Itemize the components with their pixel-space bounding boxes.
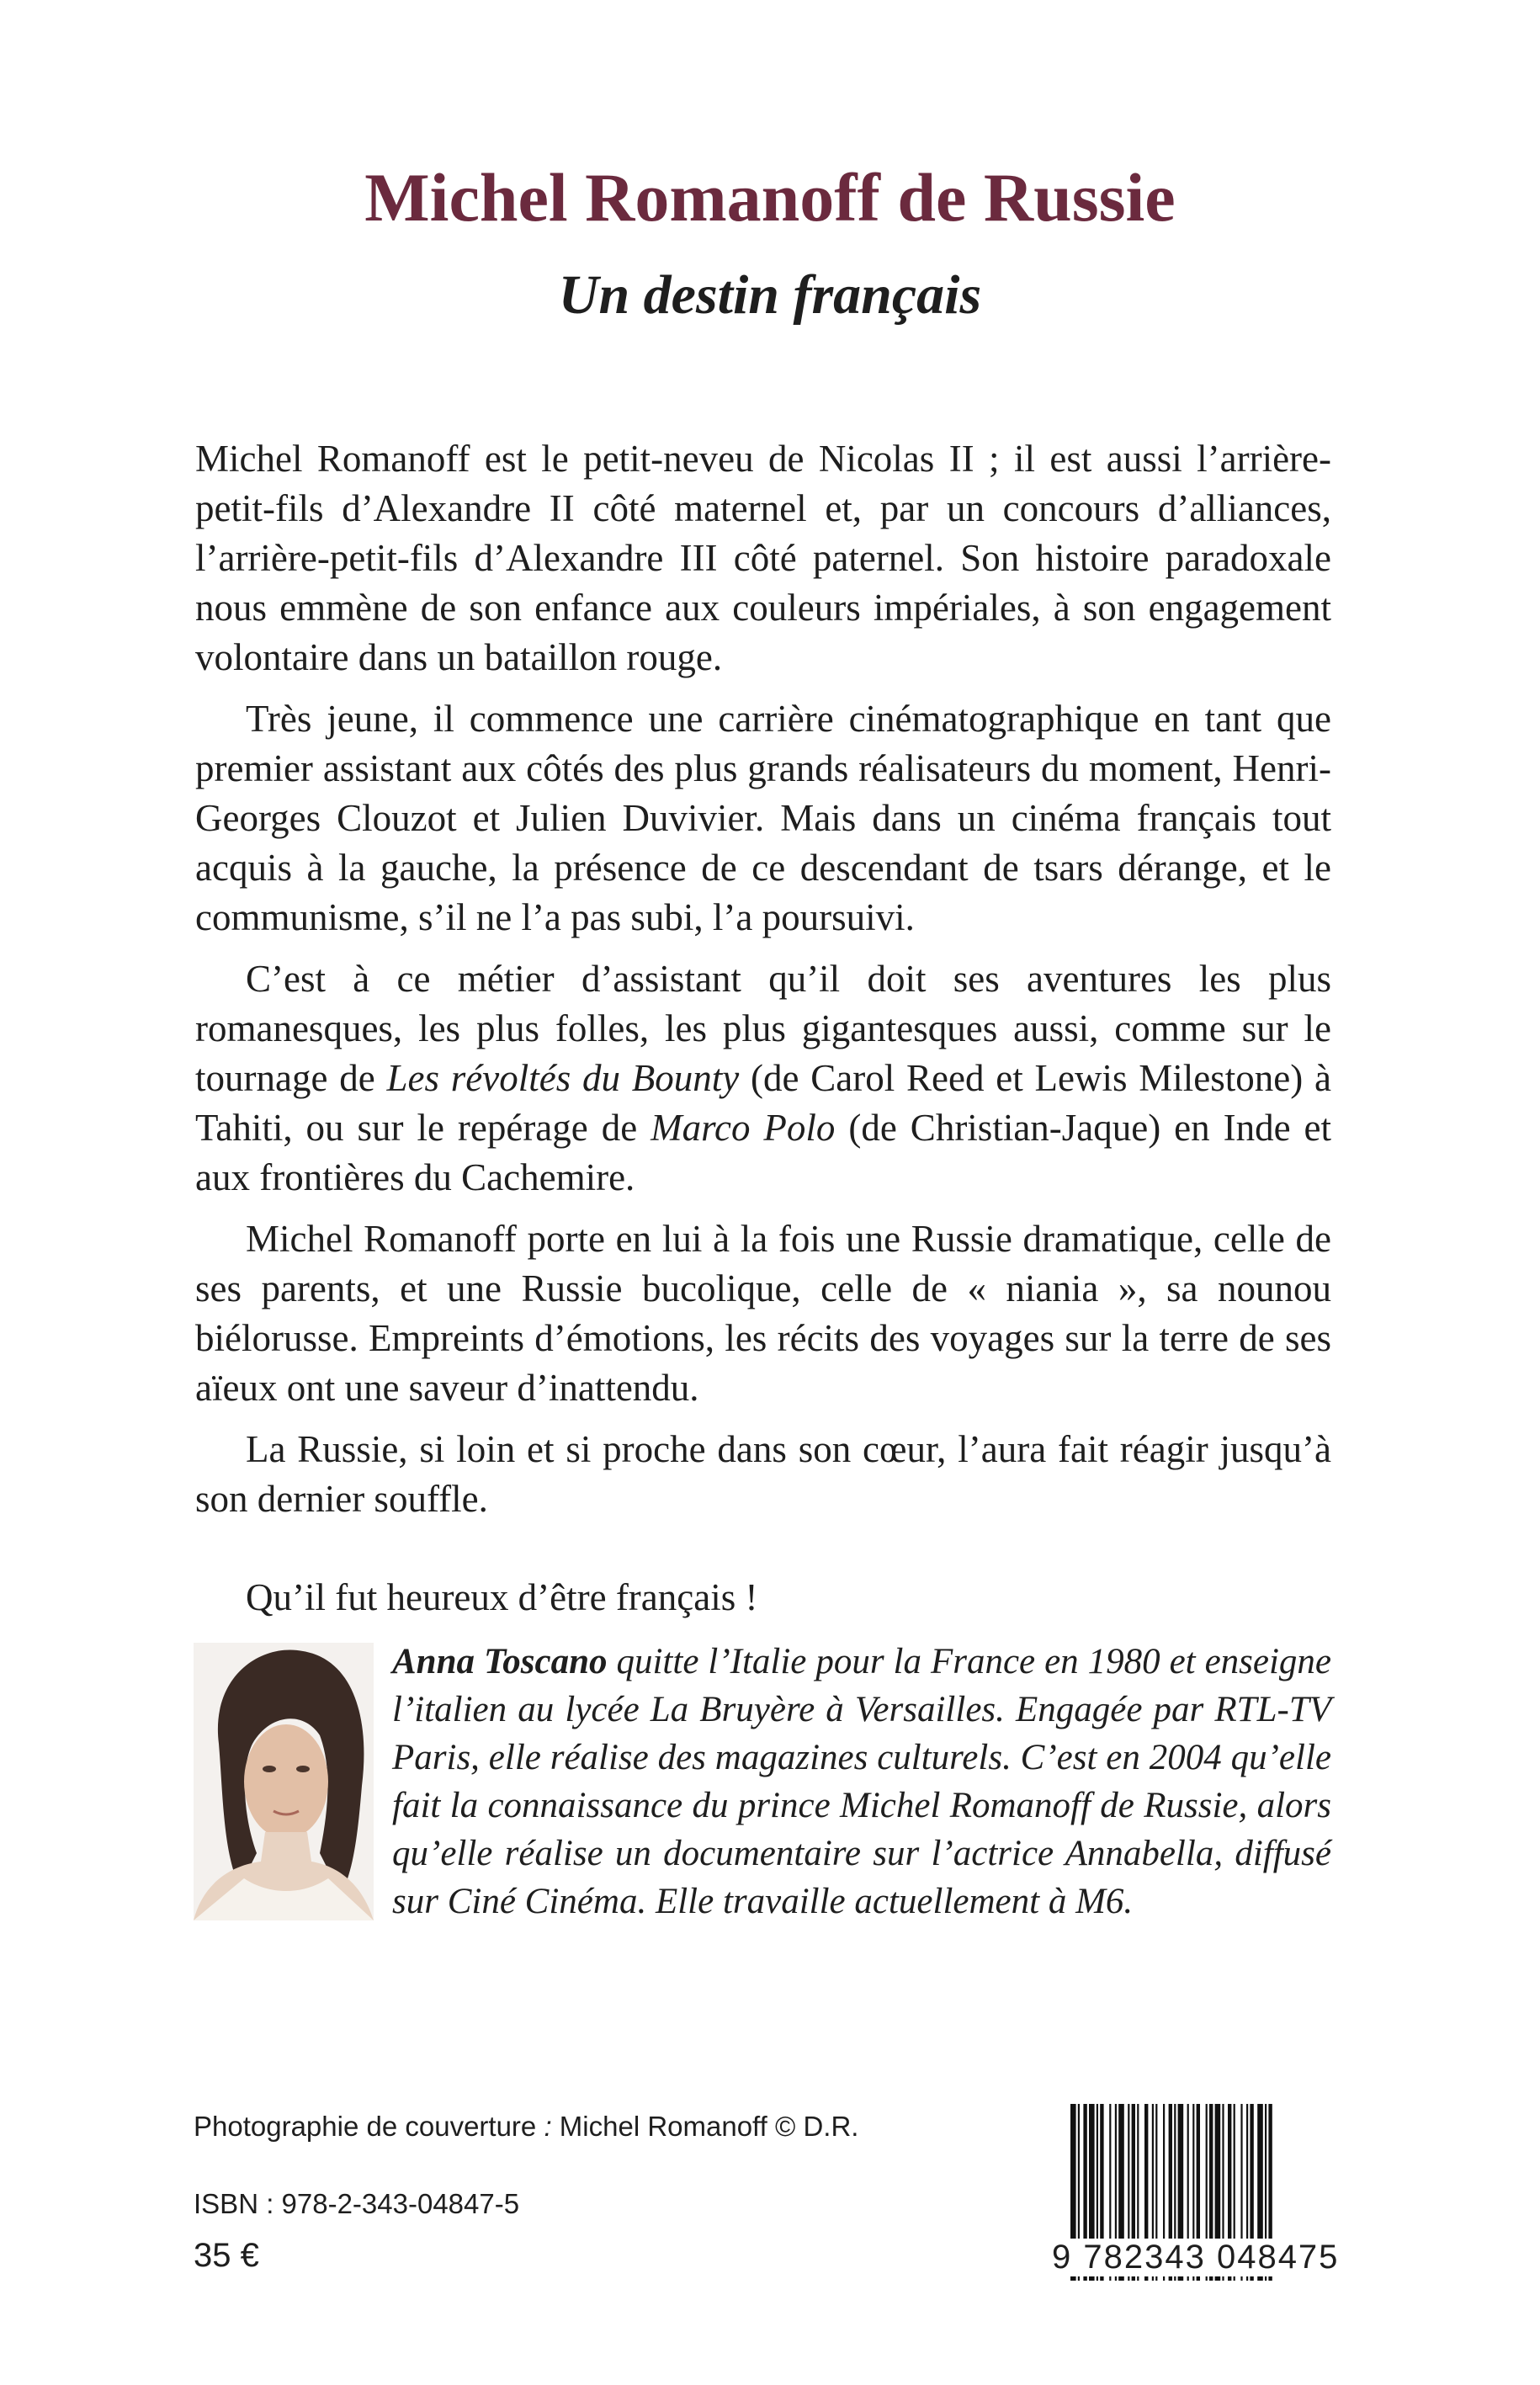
photo-credit-separator: : — [536, 2111, 560, 2142]
author-bio-text: quitte l’Italie pour la France en 1980 et enseigne l’italien au lycée La Bruyère à Versailles. Engagée par RTL-TV Paris, elle réalise des magazines culturels. C’est en 2004 qu’elle fait la connaissance du prince Michel Romanoff de Russie, alors qu’elle réalise un documentaire sur l’actrice Annabella, diffusé sur Ciné Cinéma. Elle travaille actuellement à M6. — [392, 1642, 1332, 1921]
isbn: ISBN : 978-2-343-04847-5 — [194, 2188, 520, 2219]
photo-credit — [194, 2111, 858, 2143]
blurb-paragraph-3 — [195, 954, 1331, 1203]
film-title-marco-polo: Marco Polo — [651, 1107, 836, 1149]
author-name: Anna Toscano — [392, 1642, 608, 1681]
blurb-paragraph-5: La Russie, si loin et si proche dans son cœur, l’aura fait réagir jusqu’à son dernier souffle. — [195, 1428, 1331, 1520]
blurb — [195, 434, 1331, 1634]
blurb-paragraph-2: Très jeune, il commence une carrière cinématographique en tant que premier assistant aux côtés des plus grands réalisateurs du moment, Henri-Georges Clouzot et Julien Duvivier. Mais dans un cinéma français tout acquis à la gauche, la présence de ce descendant de tsars dérange, et le communisme, s’il ne l’a pas subi, l’a poursuivi. — [195, 698, 1331, 938]
blurb-paragraph-4: Michel Romanoff porte en lui à la fois une Russie dramatique, celle de ses parents, et une Russie bucolique, celle de « niania », sa nounou biélorusse. Empreints d’émotions, les récits des voyages sur la terre de ses aïeux ont une saveur d’inattendu. — [195, 1218, 1331, 1409]
blurb-paragraph-3-part-1: C’est à ce métier d’assistant qu’il doit ses aventures les plus romanesques, les plus folles, les plus gigantesques aussi, comme sur le tournage de — [195, 958, 1331, 1099]
price: 35 € — [194, 2237, 259, 2274]
author-bio — [392, 1638, 1331, 1926]
photo-credit-label: Photographie de couverture — [194, 2111, 537, 2142]
author-photo — [194, 1643, 374, 1920]
photo-credit-value: Michel Romanoff © D.R. — [559, 2111, 859, 2142]
blurb-paragraph-3-part-2: (de Carol Reed et Lewis Milestone) à Tahiti, ou sur le repérage de — [195, 1057, 1331, 1149]
film-title-bounty: Les révoltés du Bounty — [386, 1057, 740, 1099]
blurb-paragraph-1: Michel Romanoff est le petit-neveu de Nicolas II ; il est aussi l’arrière-petit-fils d’Alexandre II côté maternel et, par un concours d’alliances, l’arrière-petit-fils d’Alexandre III côté paternel. Son histoire paradoxale nous emmène de son enfance aux couleurs impériales, à son engagement volontaire dans un bataillon rouge. — [195, 438, 1331, 678]
blurb-paragraph-3-part-3: (de Christian-Jaque) en Inde et aux frontières du Cachemire. — [195, 1107, 1332, 1198]
blurb-closing-line: Qu’il fut heureux d’être français ! — [246, 1576, 758, 1618]
book-subtitle: Un destin français — [558, 264, 982, 326]
barcode-digits: 9 782343 048475 — [1052, 2239, 1346, 2276]
book-title: Michel Romanoff de Russie — [364, 159, 1176, 236]
